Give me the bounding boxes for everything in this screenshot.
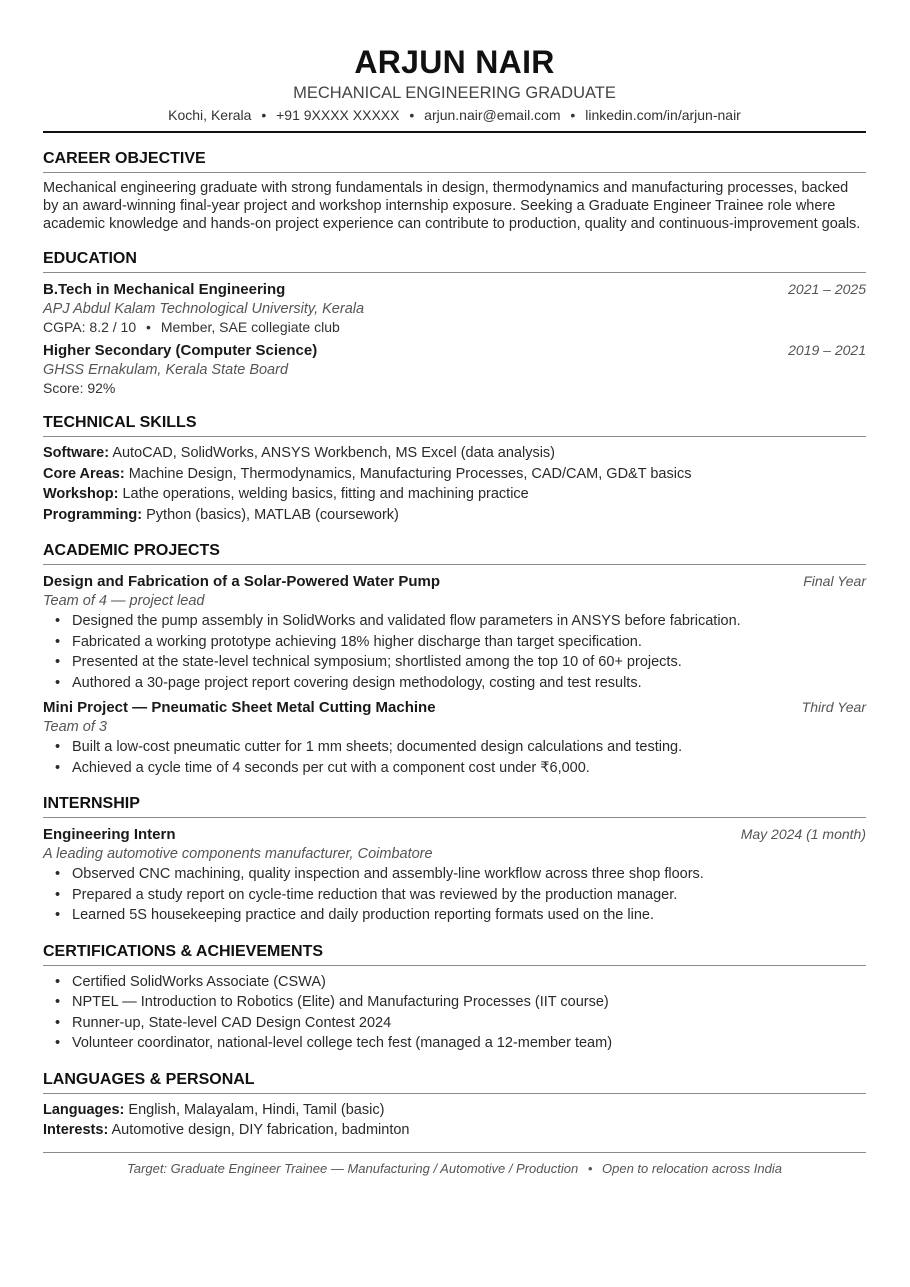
detail-separator: • [146, 319, 151, 335]
section-heading: INTERNSHIP [43, 795, 866, 818]
list-item: • Authored a 30-page project report covering design methodology, costing and test results. [43, 673, 866, 694]
skill-value: Lathe operations, welding basics, fitting and machining practice [122, 486, 529, 502]
contact-location: Kochi, Kerala [168, 107, 252, 123]
certification-bullets [43, 972, 866, 1054]
list-item: • Observed CNC machining, quality inspection and assembly-line workflow across three shop floors. [43, 864, 866, 885]
project-title: Mini Project — Pneumatic Sheet Metal Cutting Machine [43, 699, 436, 716]
row-label: Interests: [43, 1122, 109, 1138]
internship-company: A leading automotive components manufacturer, Coimbatore [43, 846, 433, 862]
education-score: Score: 92% [43, 380, 116, 396]
contact-separator: • [570, 107, 576, 123]
contact-email[interactable]: arjun.nair@email.com [424, 107, 561, 123]
education-dates: 2019 – 2021 [788, 342, 866, 358]
project-bullets [43, 737, 866, 778]
contact-line [43, 106, 866, 124]
education-details [43, 319, 866, 336]
resume-header [43, 44, 866, 133]
footer-relocation: Open to relocation across India [602, 1160, 782, 1176]
footer-separator: • [587, 1160, 593, 1176]
education-dates: 2021 – 2025 [788, 281, 866, 297]
skill-row-workshop [43, 484, 866, 505]
list-item: • Designed the pump assembly in SolidWorks and validated flow parameters in ANSYS before fabrication. [43, 611, 866, 632]
project-team: Team of 3 [43, 719, 107, 735]
skill-label: Workshop: [43, 486, 119, 502]
skill-value: Machine Design, Thermodynamics, Manufacturing Processes, CAD/CAM, GD&T basics [128, 465, 692, 482]
row-value: Automotive design, DIY fabrication, badminton [111, 1122, 410, 1138]
section-internship [43, 795, 866, 926]
internship-entry [43, 824, 866, 926]
institution-name: GHSS Ernakulam, Kerala State Board [43, 362, 289, 378]
education-entry [43, 340, 866, 397]
contact-separator: • [261, 107, 267, 123]
section-heading: CAREER OBJECTIVE [43, 150, 866, 173]
header-divider [43, 131, 866, 133]
club-membership: Member, SAE collegiate club [160, 319, 340, 335]
education-entry [43, 279, 866, 336]
row-value: English, Malayalam, Hindi, Tamil (basic) [128, 1101, 385, 1118]
skill-row-core-areas [43, 464, 866, 485]
skill-label: Software: [43, 445, 110, 461]
list-item: • Achieved a cycle time of 4 seconds per cut with a component cost under ₹6,000. [43, 758, 866, 779]
cgpa: CGPA: 8.2 / 10 [43, 319, 137, 335]
section-heading: LANGUAGES & PERSONAL [43, 1071, 866, 1094]
degree-title: Higher Secondary (Computer Science) [43, 342, 318, 359]
internship-role: Engineering Intern [43, 826, 176, 843]
contact-phone: +91 9XXXX XXXXX [276, 107, 400, 123]
section-heading: ACADEMIC PROJECTS [43, 542, 866, 565]
skill-label: Programming: [43, 506, 143, 523]
section-heading: CERTIFICATIONS & ACHIEVEMENTS [43, 943, 866, 966]
section-languages-personal [43, 1071, 866, 1141]
project-entry [43, 697, 866, 778]
institution-name: APJ Abdul Kalam Technological University, Kerala [43, 301, 365, 317]
skill-label: Core Areas: [43, 465, 125, 482]
section-education [43, 250, 866, 397]
project-bullets [43, 611, 866, 693]
list-item: • Learned 5S housekeeping practice and daily production reporting formats used on the line. [43, 905, 866, 926]
candidate-name: ARJUN NAIR [354, 44, 555, 80]
row-label: Languages: [43, 1101, 125, 1118]
list-item: • Built a low-cost pneumatic cutter for 1 mm sheets; documented design calculations and testing. [43, 737, 866, 758]
skill-row-software [43, 443, 866, 464]
skill-value: Python (basics), MATLAB (coursework) [146, 506, 399, 523]
contact-separator: • [409, 107, 415, 123]
skill-value: AutoCAD, SolidWorks, ANSYS Workbench, MS Excel (data analysis) [112, 445, 556, 461]
project-period: Third Year [801, 699, 866, 715]
list-item: • Fabricated a working prototype achieving 18% higher discharge than target specification. [43, 632, 866, 653]
section-heading: EDUCATION [43, 250, 866, 273]
list-item: • Volunteer coordinator, national-level college tech fest (managed a 12-member team) [43, 1033, 866, 1054]
list-item: • Prepared a study report on cycle-time reduction that was reviewed by the production manager. [43, 885, 866, 906]
internship-bullets [43, 864, 866, 926]
project-title: Design and Fabrication of a Solar-Powered Water Pump [43, 573, 441, 590]
section-academic-projects [43, 542, 866, 778]
footer-note [43, 1161, 866, 1177]
degree-title: B.Tech in Mechanical Engineering [43, 281, 286, 298]
resume-page [43, 0, 866, 1177]
list-item: • Runner-up, State-level CAD Design Contest 2024 [43, 1013, 866, 1034]
section-heading: TECHNICAL SKILLS [43, 414, 866, 437]
objective-text: Mechanical engineering graduate with strong fundamentals in design, thermodynamics and manufacturing processes, backed by an award-winning final-year project and workshop internship exposure. Seeking a Graduate Engineer Trainee role where academic knowledge and hands-on project experience can contribute to production, quality and continuous-improvement goals. [43, 180, 861, 232]
list-item: • Certified SolidWorks Associate (CSWA) [43, 972, 866, 993]
skill-row-programming [43, 505, 866, 526]
candidate-title: MECHANICAL ENGINEERING GRADUATE [293, 84, 616, 102]
internship-dates: May 2024 (1 month) [740, 826, 866, 842]
project-team: Team of 4 — project lead [43, 593, 205, 609]
footer-target: Target: Graduate Engineer Trainee — Manufacturing / Automotive / Production [127, 1160, 579, 1176]
list-item: • Presented at the state-level technical symposium; shortlisted among the top 10 of 60+ projects. [43, 652, 866, 673]
interests-row [43, 1120, 866, 1141]
languages-row [43, 1100, 866, 1121]
list-item: • NPTEL — Introduction to Robotics (Elite) and Manufacturing Processes (IIT course) [43, 992, 866, 1013]
footer-divider [43, 1152, 866, 1153]
section-technical-skills [43, 414, 866, 525]
section-certifications [43, 943, 866, 1054]
project-period: Final Year [803, 573, 866, 589]
section-career-objective [43, 150, 866, 233]
project-entry [43, 571, 866, 693]
contact-linkedin[interactable]: linkedin.com/in/arjun-nair [585, 107, 741, 123]
